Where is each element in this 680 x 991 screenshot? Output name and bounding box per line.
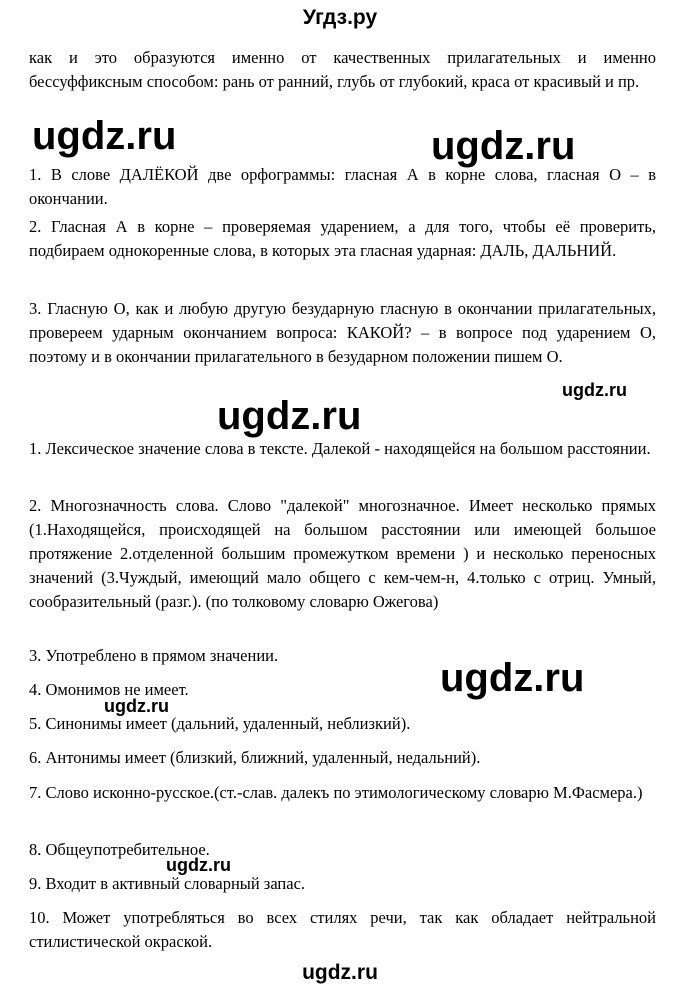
watermark-6: ugdz.ru (104, 696, 169, 716)
paragraph-lexical-9: 9. Входит в активный словарный запас. (29, 874, 306, 893)
paragraph-lexical-10: 10. Может употребляться во всех стилях речи, так как обладает нейтральной стилистической окраской. (29, 908, 656, 951)
paragraph-lexical-1: 1. Лексическое значение слова в тексте. Далекой - находящейся на большом расстоянии. (29, 439, 651, 458)
paragraph-orthogram-3: 3. Гласную О, как и любую другую безударную гласную в окончании прилагательных, провереем ударным окончанием вопроса: КАКОЙ? – в вопросе под ударением О, поэтому и в окончании прилагательного в безударном положении пишем О. (29, 299, 656, 366)
paragraph-lexical-8: 8. Общеупотребительное. (29, 840, 210, 859)
paragraph-lexical-4: 4. Омонимов не имеет. (29, 680, 189, 699)
paragraph-lexical-3: 3. Употреблено в прямом значении. (29, 646, 279, 665)
watermark-3: ugdz.ru (562, 380, 627, 400)
paragraph-lexical-7: 7. Слово исконно-русское.(ст.-слав. далекъ по этимологическому словарю М.Фасмера.) (29, 783, 643, 802)
paragraph-lexical-5: 5. Синонимы имеет (дальний, удаленный, неблизкий). (29, 714, 411, 733)
paragraph-lexical-2: 2. Многозначность слова. Слово "далекой" многозначное. Имеет несколько прямых (1.Находящейся, происходящей на большом расстоянии или имеющей большое протяжение 2.отделенной большим промежутком времени ) и несколько переносных значений (3.Чуждый, имеющий мало общего с кем-чем-н, 4.только с отриц. Умный, сообразительный (разг.). (по толковому словарю Ожегова) (29, 496, 656, 611)
paragraph-orthogram-1: 1. В слове ДАЛЁКОЙ две орфограммы: гласная А в корне слова, гласная О – в окончании. (29, 165, 656, 208)
watermark-2: ugdz.ru (431, 124, 576, 168)
watermark-5: ugdz.ru (440, 656, 585, 700)
paragraph-intro: как и это образуются именно от качественных прилагательных и именно бессуффиксным способом: рань от ранний, глубь от глубокий, краса от красивый и пр. (29, 48, 656, 91)
site-footer-name: ugdz.ru (302, 961, 378, 984)
watermark-1: ugdz.ru (32, 114, 177, 158)
paragraph-lexical-6: 6. Антонимы имеет (близкий, ближний, удаленный, недальний). (29, 748, 481, 767)
watermark-4: ugdz.ru (217, 394, 362, 438)
watermark-7: ugdz.ru (166, 855, 231, 875)
paragraph-orthogram-2: 2. Гласная А в корне – проверяемая ударением, а для того, чтобы её проверить, подбираем однокоренные слова, в которых эта гласная ударная: ДАЛЬ, ДАЛЬНИЙ. (29, 217, 656, 260)
site-header-title: Угдз.ру (302, 6, 378, 29)
